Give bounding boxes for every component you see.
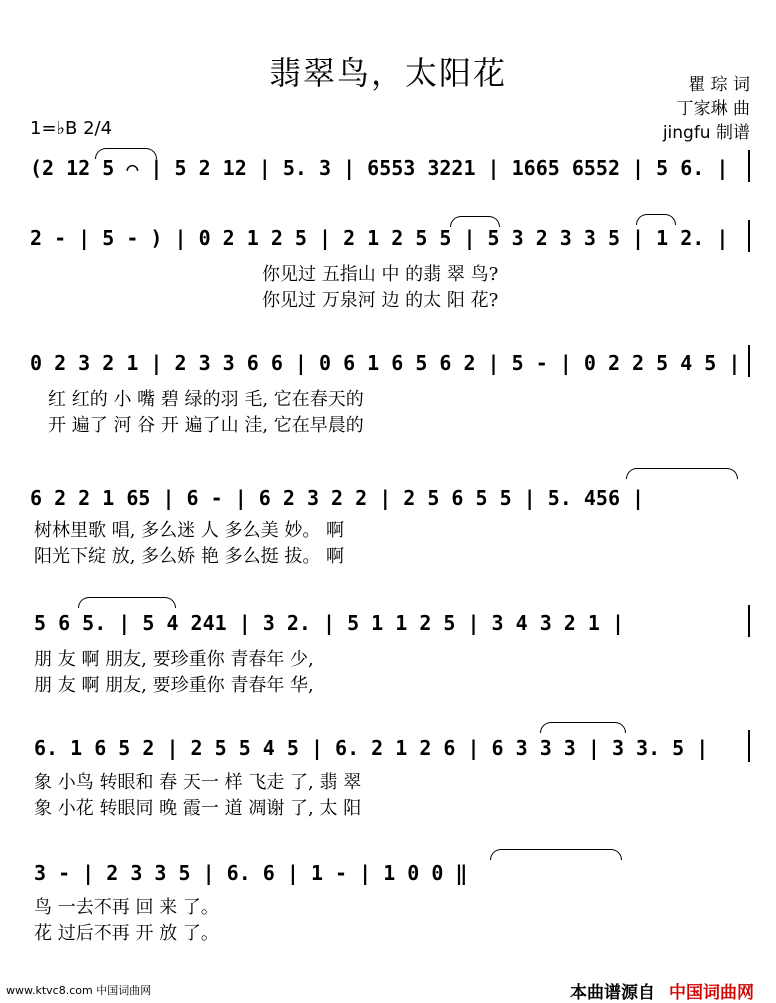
notation-text: 2 - | 5 - ) | 0 2 1 2 5 | 2 1 2 5 5 | 5 3 2 3 3 5 | 1 2. |	[30, 226, 729, 250]
notation-text: 6 2 2 1 65 | 6 - | 6 2 3 2 2 | 2 5 6 5 5 | 5. 456 |	[30, 486, 645, 510]
lyric-verse-2: 开 遍了 河 谷 开 遍了山 洼, 它在早晨的	[48, 415, 364, 436]
slur	[78, 597, 176, 608]
lyricist-credit: 瞿 琮 词	[688, 75, 750, 95]
barline	[748, 605, 750, 637]
footer-brand: 中国词曲网	[669, 983, 754, 1003]
barline	[748, 150, 750, 182]
slur	[540, 722, 626, 733]
lyric-verse-1: 树林里歌 唱, 多么迷 人 多么美 妙。 啊	[34, 520, 345, 541]
lyric-verse-1: 象 小鸟 转眼和 春 天一 样 飞走 了, 翡 翠	[34, 772, 362, 793]
footer-source-url: www.ktvc8.com 中国词曲网	[6, 984, 152, 997]
barline	[748, 730, 750, 762]
slur	[626, 468, 738, 479]
barline	[748, 220, 750, 252]
notation-line	[0, 855, 776, 895]
slur	[95, 148, 157, 159]
page-title: 翡翠鸟，太阳花	[268, 54, 507, 92]
lyric-verse-1: 你见过 五指山 中 的翡 翠 鸟?	[262, 264, 499, 285]
notation-text: (2 12 5 ⌒ | 5 2 12 | 5. 3 | 6553 3221 | 1665 6552 | 5 6. |	[30, 156, 729, 180]
lyric-verse-1: 朋 友 啊 朋友, 要珍重你 青春年 少,	[34, 649, 314, 670]
lyric-verse-2: 朋 友 啊 朋友, 要珍重你 青春年 华,	[34, 675, 314, 696]
lyric-verse-1: 鸟 一去不再 回 来 了。	[34, 897, 219, 918]
composer-credit: 丁家琳 曲	[676, 99, 750, 119]
lyric-verse-2: 你见过 万泉河 边 的太 阳 花?	[262, 290, 499, 311]
notation-text: 5 6 5. | 5 4 241 | 3 2. | 5 1 1 2 5 | 3 4 3 2 1 |	[34, 611, 625, 635]
key-signature: 1=♭B 2/4	[30, 118, 113, 139]
notation-text: 3 - | 2 3 3 5 | 6. 6 | 1 - | 1 0 0 ‖	[34, 861, 468, 885]
barline	[748, 345, 750, 377]
notation-line	[0, 480, 776, 520]
lyric-verse-1: 红 红的 小 嘴 碧 绿的羽 毛, 它在春天的	[48, 389, 364, 410]
notation-line	[0, 345, 776, 385]
notation-line	[0, 605, 776, 645]
slur	[636, 214, 676, 225]
lyric-verse-2: 花 过后不再 开 放 了。	[34, 923, 219, 944]
footer-source-credit	[570, 978, 754, 1003]
slur	[490, 849, 622, 860]
arranger-credit: jingfu 制谱	[662, 123, 750, 143]
footer-source-label: 本曲谱源自	[570, 983, 655, 1003]
notation-line	[0, 730, 776, 770]
notation-text: 0 2 3 2 1 | 2 3 3 6 6 | 0 6 1 6 5 6 2 | 5 - | 0 2 2 5 4 5 |	[30, 351, 741, 375]
lyric-verse-2: 阳光下绽 放, 多么娇 艳 多么挺 拔。 啊	[34, 546, 345, 567]
lyric-verse-2: 象 小花 转眼同 晚 霞一 道 凋谢 了, 太 阳	[34, 798, 362, 819]
notation-line	[0, 220, 776, 260]
notation-text: 6. 1 6 5 2 | 2 5 5 4 5 | 6. 2 1 2 6 | 6 3 3 3 | 3 3. 5 |	[34, 736, 709, 760]
slur	[450, 216, 500, 227]
